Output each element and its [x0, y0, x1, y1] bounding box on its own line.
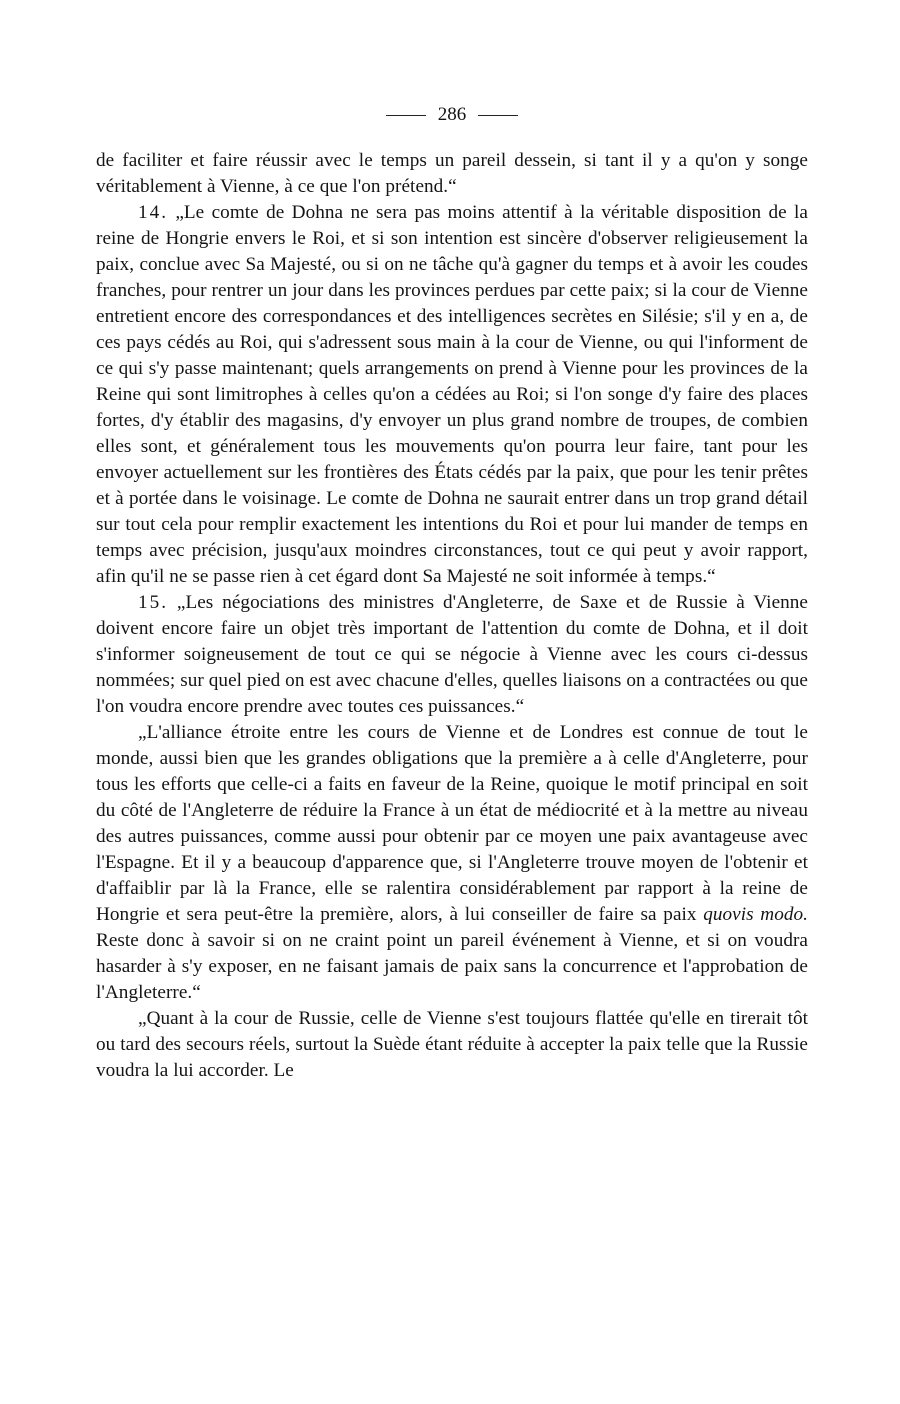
header-rule-right [478, 115, 518, 116]
paragraph-text: „Quant à la cour de Russie, celle de Vienne s'est toujours flattée qu'elle en tirerait tôt ou tard des secours réels, surtout la Suède étant réduite à accepter la paix telle que la Russie voudra la lui accorder. Le [96, 1008, 808, 1081]
paragraph-5 [96, 1006, 808, 1084]
paragraph-text: „Les négociations des ministres d'Angleterre, de Saxe et de Russie à Vienne doivent encore faire un objet très important de l'attention du comte de Dohna, et il doit s'informer soigneusement de tout ce qui se négocie à Vienne avec les cours ci-dessus nommées; sur quel pied on est avec chacune d'elles, quelles liaisons on a contractées ou que l'on voudra encore prendre avec toutes ces puissances.“ [96, 592, 808, 717]
paragraph-4 [96, 720, 808, 1006]
paragraph-text-continued: Reste donc à savoir si on ne craint point un pareil événement à Vienne, et si on voudra hasarder à s'y exposer, en ne faisant jamais de paix sans la concurrence et l'approbation de l'Angleterre.“ [96, 930, 808, 1003]
page-number: 286 [437, 104, 467, 125]
italic-phrase: quovis modo. [703, 904, 808, 925]
paragraph-text: de faciliter et faire réussir avec le temps un pareil dessein, si tant il y a qu'on y songe véritablement à Vienne, à ce que l'on prétend.“ [96, 150, 808, 197]
book-page [96, 98, 808, 1084]
header-rule-left [386, 115, 426, 116]
paragraph-2 [96, 200, 808, 590]
paragraph-number: 14. [138, 202, 168, 223]
paragraph-1 [96, 148, 808, 200]
paragraph-text: „Le comte de Dohna ne sera pas moins attentif à la véritable disposition de la reine de Hongrie envers le Roi, et si son intention est sincère d'observer religieusement la paix, conclue avec Sa Majesté, ou si on ne tâche qu'à gagner du temps et à avoir les coudes franches, pour rentrer un jour dans les provinces perdues par cette paix; si la cour de Vienne entretient encore des correspondances et des intelligences secrètes en Silésie; s'il y en a, de ces pays cédés au Roi, qui s'adressent sous main à la cour de Vienne, ou qui l'informent de ce qui s'y passe maintenant; quels arrangements on prend à Vienne pour les provinces de la Reine qui sont limitrophes à celles qu'on a cédées au Roi; si l'on songe d'y faire des places fortes, d'y établir des magasins, d'y envoyer un plus grand nombre de troupes, de combien elles sont, et généralement tous les mouvements qu'on pourra leur faire, tant pour les envoyer actuellement sur les frontières des États cédés par la paix, que pour les tenir prêtes et à portée dans le voisinage. Le comte de Dohna ne saurait entrer dans un trop grand détail sur tout cela pour remplir exactement les intentions du Roi et pour lui mander de temps en temps avec précision, jusqu'aux moindres circonstances, tout ce qui peut y avoir rapport, afin qu'il ne se passe rien à cet égard dont Sa Majesté ne soit informée à temps.“ [96, 202, 808, 587]
paragraph-number: 15. [138, 592, 168, 613]
body-text [96, 148, 808, 1084]
paragraph-3 [96, 590, 808, 720]
page-header [96, 98, 808, 138]
paragraph-text: „L'alliance étroite entre les cours de Vienne et de Londres est connue de tout le monde, aussi bien que les grandes obligations que la première a à celle d'Angleterre, pour tous les efforts que celle-ci a faits en faveur de la Reine, quoique le motif principal en soit du côté de l'Angleterre de réduire la France à un état de médiocrité et à la mettre au niveau des autres puissances, comme aussi pour obtenir par ce moyen une paix avantageuse avec l'Espagne. Et il y a beaucoup d'apparence que, si l'Angleterre trouve moyen de l'obtenir et d'affaiblir par là la France, elle se ralentira considérablement par rapport à la reine de Hongrie et sera peut-être la première, alors, à lui conseiller de faire sa paix [96, 722, 808, 925]
